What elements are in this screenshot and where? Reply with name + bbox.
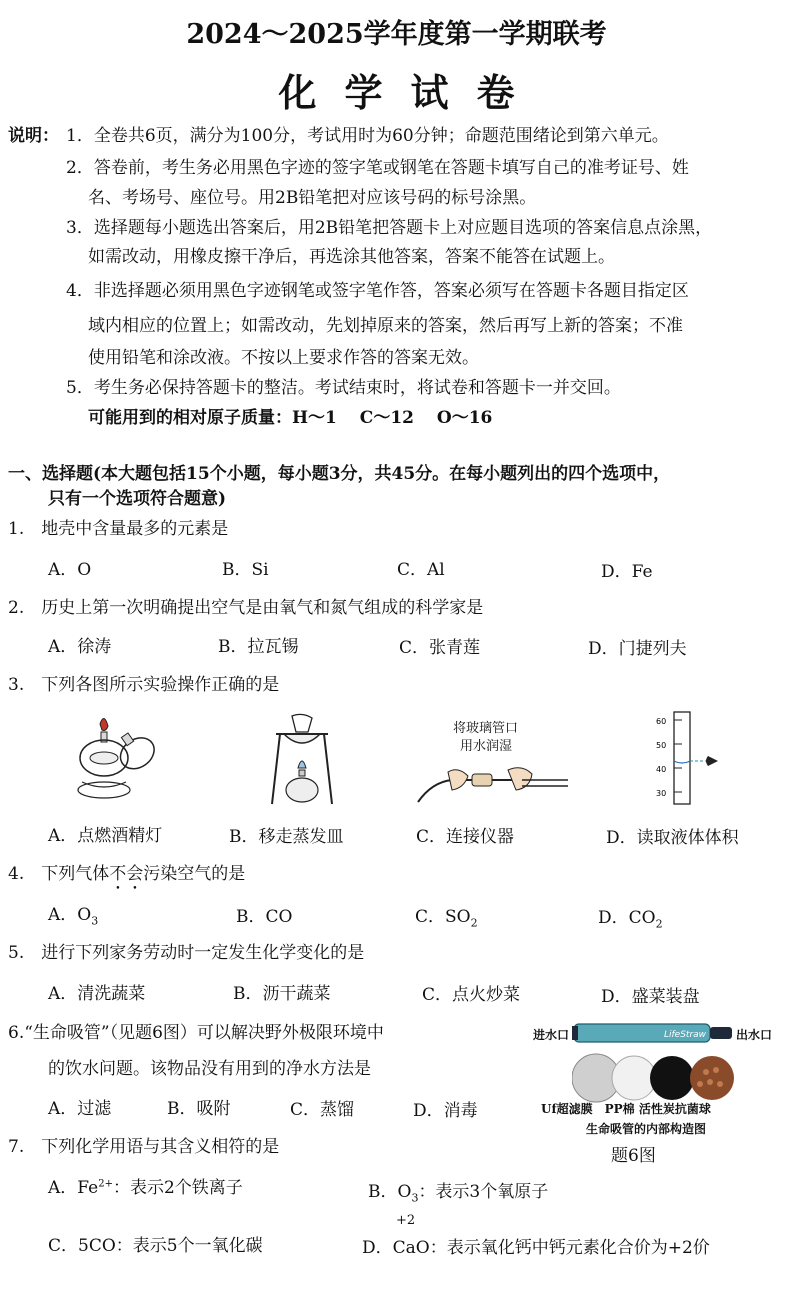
q6-fig-inlet: 进水口 xyxy=(533,1028,570,1042)
q7-stem: 7. 下列化学用语与其含义相符的是 xyxy=(8,1137,280,1157)
q3-note-c-1: 将玻璃管口 xyxy=(453,721,519,736)
instruction-line-4: 3．选择题每小题选出答案后，用2B铅笔把答题卡上对应题目选项的答案信息点涂黑， xyxy=(66,218,713,238)
q4-option-c-sub: 2 xyxy=(470,916,478,930)
q5-option-a: A．清洗蔬菜 xyxy=(48,984,146,1004)
q1-option-d: D．Fe xyxy=(601,562,653,582)
q4-option-d-sub: 2 xyxy=(655,917,663,931)
q7-option-b xyxy=(368,1177,548,1204)
q4-option-d-text: D．CO xyxy=(598,908,656,928)
exam-title: 2024～2025学年度第一学期联考 xyxy=(186,19,607,50)
q3-option-a: A．点燃酒精灯 xyxy=(48,826,163,846)
q6-fig-brand: LifeStraw xyxy=(664,1030,707,1040)
q3-option-d: D．读取液体体积 xyxy=(606,828,739,848)
instruction-line-5: 如需改动，用橡皮擦干净后，再选涂其他答案，答案不能答在试题上。 xyxy=(88,247,615,267)
q5-option-c: C．点火炒菜 xyxy=(422,985,521,1005)
q3-figure-d xyxy=(652,708,722,808)
q3-note-c-2: 用水润湿 xyxy=(460,739,513,754)
q6-stem-2: 的饮水问题。该物品没有用到的净水方法是 xyxy=(48,1059,371,1079)
instruction-line-7: 域内相应的位置上；如需改动，先划掉原来的答案，然后再写上新的答案；不准 xyxy=(88,316,683,336)
q6-option-b: B．吸附 xyxy=(167,1099,231,1119)
q4-option-a-sub: 3 xyxy=(91,914,99,928)
q4-stem-post: 污染空气的是 xyxy=(143,864,246,884)
q4-stem-emphasis: 不会 xyxy=(109,864,144,884)
q7-option-b-sub: 3 xyxy=(411,1191,419,1205)
atomic-mass-line: 可能用到的相对原子质量：H～1 C～12 O～16 xyxy=(88,408,493,428)
q3-scale-50: 50 xyxy=(656,741,667,750)
q3-option-c: C．连接仪器 xyxy=(416,827,515,847)
q1-option-a: A．O xyxy=(48,560,92,580)
q7-option-b-post: ：表示3个氧原子 xyxy=(418,1182,549,1202)
q4-option-b: B．CO xyxy=(236,907,293,927)
q7-option-a-post: ：表示2个铁离子 xyxy=(112,1178,243,1198)
q6-option-d: D．消毒 xyxy=(413,1101,478,1121)
section-heading: 一、选择题(本大题包括15个小题，每小题3分，共45分。在每小题列出的四个选项中， xyxy=(8,464,671,484)
q2-option-a: A．徐涛 xyxy=(48,637,112,657)
q3-option-b: B．移走蒸发皿 xyxy=(229,827,344,847)
q4-option-a xyxy=(48,900,98,927)
q3-scale-60: 60 xyxy=(656,717,667,726)
q3-figure-b xyxy=(262,712,342,812)
q6-option-a: A．过滤 xyxy=(48,1099,112,1119)
q7-option-d-formula: CaO xyxy=(392,1238,430,1258)
q4-option-c-text: C．SO xyxy=(415,907,471,927)
q1-option-c: C．Al xyxy=(397,560,445,580)
q2-stem: 2. 历史上第一次明确提出空气是由氧气和氮气组成的科学家是 xyxy=(8,598,484,618)
q7-option-a-sup: 2+ xyxy=(98,1178,113,1190)
q2-option-c: C．张青莲 xyxy=(399,638,481,658)
q7-option-c: C．5CO：表示5个一氧化碳 xyxy=(48,1236,263,1256)
q1-stem: 1. 地壳中含量最多的元素是 xyxy=(8,519,229,539)
instruction-line-8: 使用铅笔和涂改液。不按以上要求作答的答案无效。 xyxy=(88,348,479,368)
q2-option-b: B．拉瓦锡 xyxy=(218,637,299,657)
section-heading-2: 只有一个选项符合题意) xyxy=(48,489,227,509)
instruction-line-6: 4．非选择题必须用黑色字迹钢笔或签字笔作答，答案必须写在答题卡各题目指定区 xyxy=(66,281,689,301)
q3-figure-c xyxy=(412,752,572,812)
instruction-line-2: 2．答卷前，考生务必用黑色字迹的签字笔或钢笔在答题卡填写自己的准考证号、姓 xyxy=(66,158,689,178)
q7-option-d-valence: +2 xyxy=(396,1213,416,1228)
q7-option-d-pre: D． xyxy=(362,1238,393,1258)
q6-fig-caption-1: 生命吸管的内部构造图 xyxy=(586,1122,707,1136)
q3-stem: 3. 下列各图所示实验操作正确的是 xyxy=(8,675,280,695)
q7-option-a-pre: A．Fe xyxy=(48,1178,99,1198)
q7-option-d-post: ：表示氧化钙中钙元素化合价为+2价 xyxy=(429,1238,710,1258)
q3-figure-a xyxy=(70,712,165,812)
q6-fig-labels: Uf超滤膜 PP棉 活性炭抗菌球 xyxy=(541,1102,711,1116)
q7-option-d xyxy=(362,1233,710,1258)
q5-option-d: D．盛菜装盘 xyxy=(601,987,700,1007)
instructions-label: 说明： xyxy=(8,126,59,146)
q4-option-a-text: A．O xyxy=(48,905,92,925)
q3-scale-30: 30 xyxy=(656,789,667,798)
q6-stem-1: 6.“生命吸管”（见题6图）可以解决野外极限环境中 xyxy=(8,1023,384,1043)
q4-stem-pre: 4. 下列气体 xyxy=(8,864,110,884)
q3-scale-40: 40 xyxy=(656,765,667,774)
q7-option-b-pre: B．O xyxy=(368,1182,412,1202)
q6-option-c: C．蒸馏 xyxy=(290,1100,355,1120)
q4-option-d xyxy=(598,903,663,930)
q6-fig-caption-2: 题6图 xyxy=(611,1146,656,1166)
q7-option-a xyxy=(48,1173,243,1198)
instruction-line-1: 1．全卷共6页，满分为100分，考试用时为60分钟；命题范围绪论到第六单元。 xyxy=(66,126,669,146)
instruction-line-9: 5．考生务必保持答题卡的整洁。考试结束时，将试卷和答题卡一并交回。 xyxy=(66,378,621,398)
q6-fig-outlet: 出水口 xyxy=(736,1028,773,1042)
subject-title: 化学试卷 xyxy=(278,70,543,115)
q5-stem: 5. 进行下列家务劳动时一定发生化学变化的是 xyxy=(8,943,365,963)
q2-option-d: D．门捷列夫 xyxy=(588,639,687,659)
q1-option-b: B．Si xyxy=(222,560,269,580)
instruction-line-3: 名、考场号、座位号。用2B铅笔把对应该号码的标号涂黑。 xyxy=(88,188,537,208)
q4-option-c xyxy=(415,902,478,929)
q5-option-b: B．沥干蔬菜 xyxy=(233,984,331,1004)
q4-stem xyxy=(8,859,245,894)
